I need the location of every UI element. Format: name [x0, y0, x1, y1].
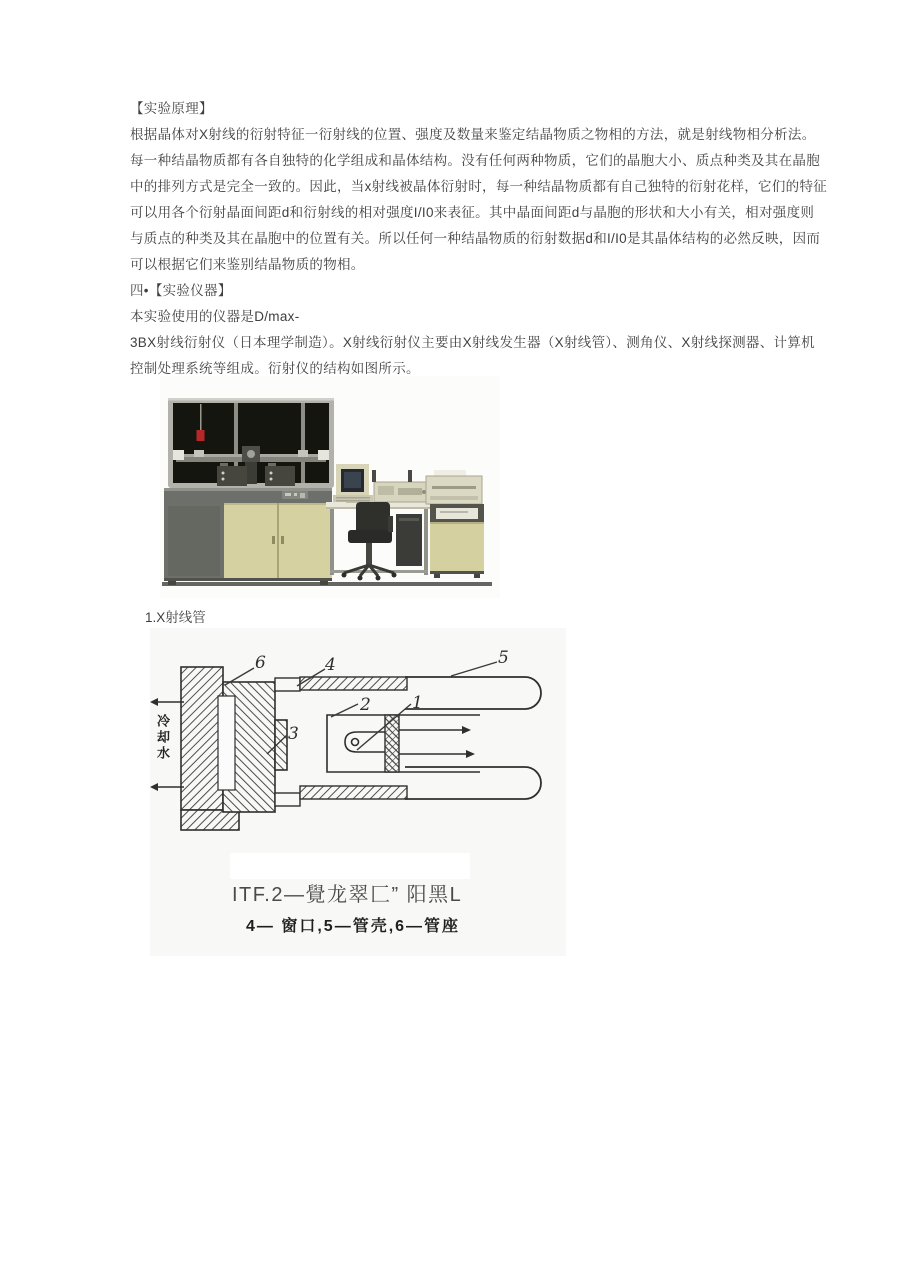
- caption-whiteband: [230, 853, 470, 879]
- filament: [345, 732, 385, 752]
- keyboard: [333, 495, 373, 502]
- xray-beam-arrows: [399, 726, 475, 758]
- body-line: 控制处理系统等组成。衍射仪的结构如图所示。: [130, 361, 420, 376]
- main-cabinet: [164, 488, 332, 585]
- coolant-label: 冷却水: [154, 714, 169, 762]
- tube-envelope: [405, 677, 541, 799]
- part-label-1: 1: [412, 693, 423, 713]
- heading-principle: 【实验原理】: [130, 101, 213, 116]
- diagram-caption-line2: 4— 窗口,5—管壳,6—管座: [246, 918, 461, 935]
- body-line: 可以根据它们来鉴别结晶物质的物相。: [130, 257, 365, 272]
- body-line: 中的排列方式是完全一致的。因此，当x射线被晶体衍射时，每一种结晶物质都有自己独特的衍射花样，它们的特征: [130, 179, 828, 194]
- body-line: 3BX射线衍射仪（日本理学制造）。X射线衍射仪主要由X射线发生器（X射线管）、测角仪、X射线探测器、计算机: [130, 335, 815, 350]
- diffractometer-photo: [160, 376, 500, 598]
- body-line: 本实验使用的仪器是D/max-: [130, 309, 300, 324]
- cooling-channel: [218, 696, 235, 790]
- body-line: 可以用各个衍射晶面间距d和衍射线的相对强度I/I0来表征。其中晶面间距d与晶胞的形状和大小有关，相对强度则: [130, 205, 815, 220]
- body-line: 每一种结晶物质都有各自独特的化学组成和晶体结构。没有任何两种物质，它们的晶胞大小、质点种类及其在晶胞: [130, 153, 820, 168]
- part-label-2: 2: [360, 695, 371, 715]
- subheading-xray-tube: 1.X射线管: [145, 610, 206, 625]
- side-cabinet: [430, 504, 484, 578]
- part-label-5: 5: [498, 648, 509, 668]
- body-line: 与质点的种类及其在晶胞中的位置有关。所以任何一种结晶物质的衍射数据d和I/I0是其晶体结构的必然反映，因而: [130, 231, 821, 246]
- article-text: [130, 96, 827, 382]
- diffractometer-photo-art: [160, 376, 500, 598]
- heading-equipment: 四•【实验仪器】: [130, 283, 232, 298]
- radiation-enclosure: [168, 398, 334, 488]
- xray-tube-diagram: [150, 628, 566, 956]
- part-label-4: 4: [325, 655, 336, 675]
- cathode-cup: [327, 715, 480, 772]
- diagram-caption-line1: ITF.2—覺龙翠匚” 阳黑L: [232, 884, 463, 906]
- part-label-6: 6: [255, 653, 266, 673]
- body-line: 根据晶体对X射线的衍射特征一衍射线的位置、强度及数量来鉴定结晶物质之物相的方法，就是射线物相分析法。: [130, 127, 816, 142]
- part-label-3: 3: [288, 724, 299, 744]
